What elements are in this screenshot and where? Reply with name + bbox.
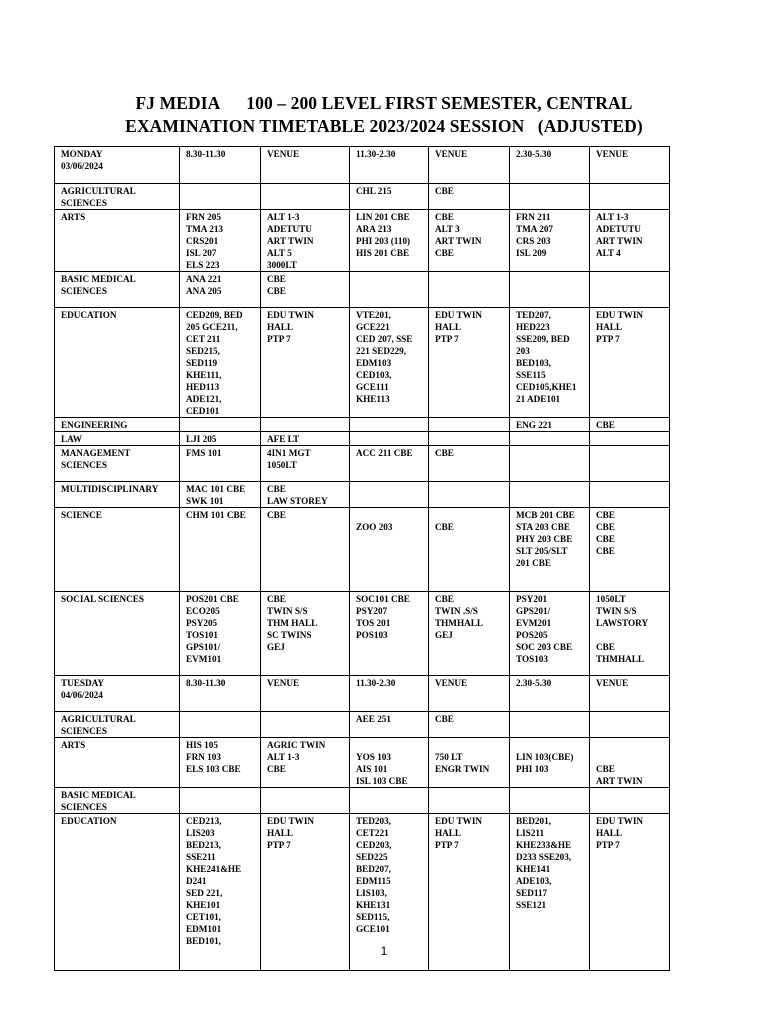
faculty-cell: TUESDAY 04/06/2024 <box>55 676 180 712</box>
faculty-cell: AGRICULTURAL SCIENCES <box>55 184 180 210</box>
session3-venue-cell <box>590 482 670 508</box>
session3-course-cell <box>510 712 590 738</box>
session2-course-cell: AEE 251 <box>350 712 429 738</box>
session1-venue-cell: VENUE <box>261 147 350 184</box>
session2-venue-cell: CBE TWIN .S/S THMHALL GEJ <box>429 592 510 676</box>
table-row <box>55 272 670 308</box>
session2-venue-cell <box>429 418 510 432</box>
session1-venue-cell <box>261 788 350 814</box>
session1-venue-cell: CBE LAW STOREY <box>261 482 350 508</box>
session1-course-cell: FRN 205 TMA 213 CRS201 ISL 207 ELS 223 <box>180 210 261 272</box>
table-row <box>55 738 670 788</box>
session3-course-cell <box>510 482 590 508</box>
session2-course-cell: YOS 103 AIS 101 ISL 103 CBE <box>350 738 429 788</box>
table-row <box>55 508 670 592</box>
exam-timetable <box>54 146 670 971</box>
session1-venue-cell <box>261 418 350 432</box>
table-row <box>55 184 670 210</box>
session3-venue-cell <box>590 788 670 814</box>
session1-course-cell: 8.30-11.30 <box>180 676 261 712</box>
session1-venue-cell: VENUE <box>261 676 350 712</box>
session2-course-cell: VTE201, GCE221 CED 207, SSE 221 SED229, EDM103 CED103, GCE111 KHE113 <box>350 308 429 418</box>
faculty-cell: BASIC MEDICAL SCIENCES <box>55 788 180 814</box>
session3-course-cell: 2.30-5.30 <box>510 147 590 184</box>
table-row <box>55 788 670 814</box>
session2-course-cell: SOC101 CBE PSY207 TOS 201 POS103 <box>350 592 429 676</box>
session3-course-cell: MCB 201 CBE STA 203 CBE PHY 203 CBE SLT 205/SLT 201 CBE <box>510 508 590 592</box>
table-row <box>55 418 670 432</box>
session3-course-cell <box>510 184 590 210</box>
session3-venue-cell <box>590 446 670 482</box>
title-line-2: EXAMINATION TIMETABLE 2023/2024 SESSION (ADJUSTED) <box>125 116 643 136</box>
session1-course-cell: FMS 101 <box>180 446 261 482</box>
session1-course-cell <box>180 712 261 738</box>
session2-venue-cell: VENUE <box>429 676 510 712</box>
session2-course-cell: CHL 215 <box>350 184 429 210</box>
session2-venue-cell <box>429 482 510 508</box>
table-row <box>55 676 670 712</box>
session1-course-cell <box>180 788 261 814</box>
session2-course-cell <box>350 272 429 308</box>
session2-course-cell: 11.30-2.30 <box>350 676 429 712</box>
session1-course-cell: POS201 CBE ECO205 PSY205 TOS101 GPS101/ EVM101 <box>180 592 261 676</box>
session3-venue-cell: VENUE <box>590 147 670 184</box>
session3-course-cell <box>510 272 590 308</box>
session2-venue-cell: EDU TWIN HALL PTP 7 <box>429 308 510 418</box>
table-row <box>55 210 670 272</box>
session3-course-cell <box>510 432 590 446</box>
session1-venue-cell: AGRIC TWIN ALT 1-3 CBE <box>261 738 350 788</box>
faculty-cell: SOCIAL SCIENCES <box>55 592 180 676</box>
session3-course-cell: ENG 221 <box>510 418 590 432</box>
faculty-cell: EDUCATION <box>55 814 180 971</box>
table-row <box>55 712 670 738</box>
session2-course-cell <box>350 788 429 814</box>
session1-course-cell: MAC 101 CBE SWK 101 <box>180 482 261 508</box>
page-number: 1 <box>380 944 388 958</box>
session2-venue-cell: CBE <box>429 508 510 592</box>
session3-venue-cell <box>590 184 670 210</box>
session2-venue-cell: CBE <box>429 446 510 482</box>
session2-venue-cell: CBE ALT 3 ART TWIN CBE <box>429 210 510 272</box>
session1-venue-cell: CBE CBE <box>261 272 350 308</box>
session3-venue-cell: CBE CBE CBE CBE <box>590 508 670 592</box>
session3-course-cell: BED201, LIS211 KHE233&HE D233 SSE203, KHE141 ADE103, SED117 SSE121 <box>510 814 590 971</box>
session1-venue-cell: ALT 1-3 ADETUTU ART TWIN ALT 5 3000LT <box>261 210 350 272</box>
faculty-cell: SCIENCE <box>55 508 180 592</box>
session2-course-cell: TED203, CET221 CED203, SED225 BED207, EDM115 LIS103, KHE131 SED115, GCE101 <box>350 814 429 971</box>
session1-course-cell: CHM 101 CBE <box>180 508 261 592</box>
faculty-cell: LAW <box>55 432 180 446</box>
session3-course-cell: FRN 211 TMA 207 CRS 203 ISL 209 <box>510 210 590 272</box>
session2-venue-cell: 750 LT ENGR TWIN <box>429 738 510 788</box>
session3-venue-cell: CBE ART TWIN <box>590 738 670 788</box>
session3-venue-cell: EDU TWIN HALL PTP 7 <box>590 308 670 418</box>
table-row <box>55 592 670 676</box>
session2-venue-cell <box>429 432 510 446</box>
table-row <box>55 147 670 184</box>
session1-venue-cell <box>261 184 350 210</box>
session1-course-cell: HIS 105 FRN 103 ELS 103 CBE <box>180 738 261 788</box>
session2-course-cell: ZOO 203 <box>350 508 429 592</box>
faculty-cell: BASIC MEDICAL SCIENCES <box>55 272 180 308</box>
faculty-cell: MANAGEMENT SCIENCES <box>55 446 180 482</box>
session3-venue-cell: EDU TWIN HALL PTP 7 <box>590 814 670 971</box>
table-row <box>55 446 670 482</box>
session3-venue-cell <box>590 272 670 308</box>
session1-venue-cell <box>261 712 350 738</box>
timetable-body <box>55 147 670 971</box>
faculty-cell: ARTS <box>55 738 180 788</box>
session1-venue-cell: CBE <box>261 508 350 592</box>
title-line-1: FJ MEDIA 100 – 200 LEVEL FIRST SEMESTER, CENTRAL <box>135 93 633 113</box>
session3-venue-cell: ALT 1-3 ADETUTU ART TWIN ALT 4 <box>590 210 670 272</box>
table-row <box>55 482 670 508</box>
session1-venue-cell: CBE TWIN S/S THM HALL SC TWINS GEJ <box>261 592 350 676</box>
faculty-cell: MONDAY 03/06/2024 <box>55 147 180 184</box>
session1-course-cell <box>180 418 261 432</box>
faculty-cell: ENGINEERING <box>55 418 180 432</box>
session2-venue-cell: CBE <box>429 184 510 210</box>
faculty-cell: ARTS <box>55 210 180 272</box>
session2-course-cell: LIN 201 CBE ARA 213 PHI 203 (110) HIS 201 CBE <box>350 210 429 272</box>
session2-course-cell: ACC 211 CBE <box>350 446 429 482</box>
session3-course-cell <box>510 788 590 814</box>
session3-course-cell <box>510 446 590 482</box>
session3-course-cell: TED207, HED223 SSE209, BED 203 BED103, SSE115 CED105,KHE1 21 ADE101 <box>510 308 590 418</box>
session2-venue-cell <box>429 788 510 814</box>
session1-venue-cell: EDU TWIN HALL PTP 7 <box>261 308 350 418</box>
session3-venue-cell <box>590 712 670 738</box>
session3-course-cell: 2.30-5.30 <box>510 676 590 712</box>
faculty-cell: EDUCATION <box>55 308 180 418</box>
session1-course-cell: CED213, LIS203 BED213, SSE211 KHE241&HE D241 SED 221, KHE101 CET101, EDM101 BED101, <box>180 814 261 971</box>
session3-course-cell: PSY201 GPS201/ EVM201 POS205 SOC 203 CBE TOS103 <box>510 592 590 676</box>
session1-venue-cell: EDU TWIN HALL PTP 7 <box>261 814 350 971</box>
session2-venue-cell: CBE <box>429 712 510 738</box>
session1-course-cell <box>180 184 261 210</box>
session2-venue-cell: EDU TWIN HALL PTP 7 <box>429 814 510 971</box>
session2-course-cell <box>350 482 429 508</box>
session3-course-cell: LIN 103(CBE) PHI 103 <box>510 738 590 788</box>
session3-venue-cell <box>590 432 670 446</box>
session1-course-cell: LJI 205 <box>180 432 261 446</box>
faculty-cell: AGRICULTURAL SCIENCES <box>55 712 180 738</box>
session2-venue-cell <box>429 272 510 308</box>
session2-course-cell <box>350 418 429 432</box>
session1-course-cell: ANA 221 ANA 205 <box>180 272 261 308</box>
table-row <box>55 308 670 418</box>
table-row <box>55 432 670 446</box>
session3-venue-cell: CBE <box>590 418 670 432</box>
session2-course-cell: 11.30-2.30 <box>350 147 429 184</box>
session3-venue-cell: VENUE <box>590 676 670 712</box>
faculty-cell: MULTIDISCIPLINARY <box>55 482 180 508</box>
session2-venue-cell: VENUE <box>429 147 510 184</box>
document-title <box>0 92 768 138</box>
session2-course-cell <box>350 432 429 446</box>
session1-venue-cell: 4IN1 MGT 1050LT <box>261 446 350 482</box>
session1-venue-cell: AFE LT <box>261 432 350 446</box>
session3-venue-cell: 1050LT TWIN S/S LAWSTORY CBE THMHALL <box>590 592 670 676</box>
session1-course-cell: CED209, BED 205 GCE211, CET 211 SED215, SED119 KHE111, HED113 ADE121, CED101 <box>180 308 261 418</box>
session1-course-cell: 8.30-11.30 <box>180 147 261 184</box>
